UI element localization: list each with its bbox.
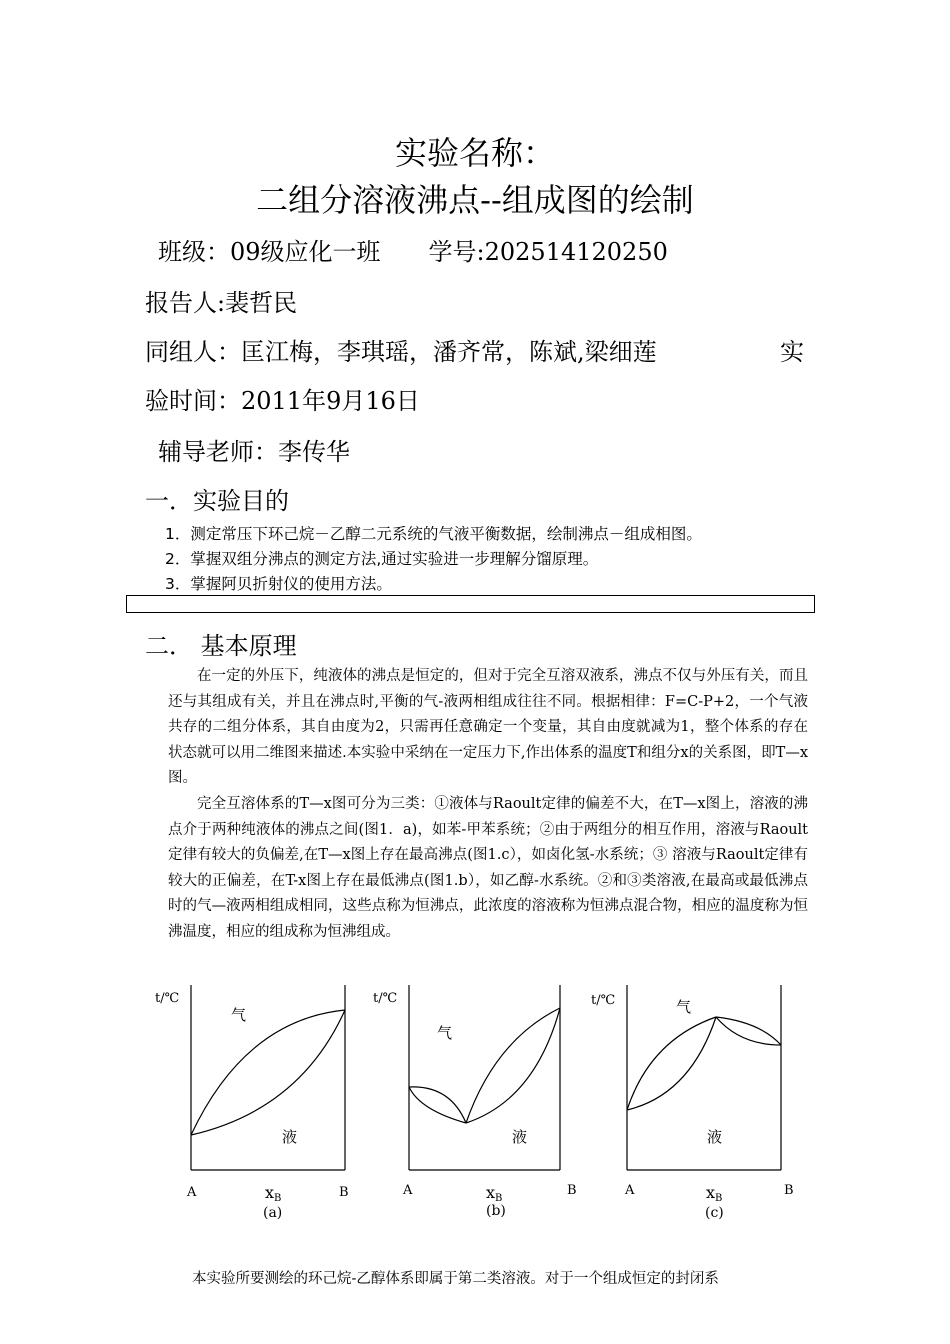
liquid-curve — [191, 1010, 345, 1135]
liquid-region-label: 液 — [282, 1128, 298, 1146]
liquid-curve — [409, 1087, 466, 1123]
reporter-line: 报告人:裴哲民 — [145, 289, 298, 317]
liquid-curve — [716, 1017, 781, 1045]
liquid-region-label: 液 — [707, 1128, 723, 1146]
objective-text: 掌握双组分沸点的测定方法,通过实验进一步理解分馏原理。 — [190, 550, 599, 568]
gas-region-label: 气 — [231, 1006, 247, 1024]
component-a-label: A — [403, 1183, 413, 1198]
objective-text: 掌握阿贝折射仪的使用方法。 — [190, 575, 392, 593]
members-line: 同组人：匡江梅，李琪瑶，潘齐常，陈斌,梁细莲 — [145, 338, 657, 366]
y-axis-label: t/℃ — [591, 993, 616, 1008]
diagram-b — [409, 985, 560, 1170]
component-b-label: B — [567, 1183, 577, 1198]
component-a-label: A — [625, 1183, 635, 1198]
title-line2: 二组分溶液沸点--组成图的绘制 — [256, 181, 694, 219]
date-line: 验时间：2011年9月16日 — [145, 387, 420, 415]
vapor-curve — [466, 1008, 560, 1123]
class-id-line: 班级：09级应化一班 学号:202514120250 — [158, 238, 668, 266]
diagram-c — [627, 985, 781, 1170]
liquid-region-label: 液 — [512, 1128, 528, 1146]
title-line1: 实验名称： — [394, 134, 555, 172]
x-axis-label: xB — [265, 1183, 282, 1204]
vapor-curve — [409, 1087, 466, 1123]
objective-number: 1． — [165, 525, 191, 543]
section1-heading: 一．实验目的 — [145, 487, 289, 515]
footer-text: 本实验所要测绘的环己烷-乙醇体系即属于第二类溶液。对于一个组成恒定的封闭系 — [192, 1271, 719, 1287]
objective-number: 2． — [165, 550, 191, 568]
principle-paragraph-2: 完全互溶体系的T—x图可分为三类：①液体与Raoult定律的偏差不大，在T—x图上，溶液的沸点介于两种纯液体的沸点之间(图1．a)，如苯-甲苯系统；②由于两组分的相互作用，溶液与Raoult定律有较大的负偏差,在T—x图上存在最高沸点(图1.c），如卤化氢-水系统；③ 溶液与Raoult定律有较大的正偏差，在T-x图上存在最低沸点(图1.b），如乙醇-水系统。②和③类溶液,在最高或最低沸点时的气—液两相组成相同，这些点称为恒沸点，此浓度的溶液称为恒沸点混合物，相应的温度称为恒沸温度，相应的组成称为恒沸组成。 — [168, 795, 808, 940]
vapor-curve — [716, 1017, 781, 1045]
component-b-label: B — [784, 1183, 794, 1198]
liquid-curve — [627, 1017, 716, 1110]
teacher-line: 辅导老师：李传华 — [158, 438, 350, 466]
liquid-curve — [466, 1008, 560, 1123]
component-b-label: B — [339, 1185, 349, 1200]
figure-caption-a: (a) — [263, 1205, 283, 1221]
section2-heading: 二． 基本原理 — [145, 632, 297, 660]
diagram-a — [191, 985, 345, 1170]
objective-number: 3． — [165, 575, 191, 593]
y-axis-label: t/℃ — [373, 991, 398, 1006]
figure-caption-b: (b) — [486, 1203, 506, 1219]
x-axis-label: xB — [486, 1183, 503, 1204]
vapor-curve — [191, 1010, 345, 1135]
figure-caption-c: (c) — [705, 1205, 724, 1221]
principle-paragraph-1: 在一定的外压下，纯液体的沸点是恒定的，但对于完全互溶双液系，沸点不仅与外压有关，而且还与其组成有关，并且在沸点时,平衡的气-液两相组成往往不同。根据相律：F=C-P+2，一个气液共存的二组分体系，其自由度为2，只需再任意确定一个变量，其自由度就减为1，整个体系的存在状态就可以用二维图来描述.本实验中采纳在一定压力下,作出体系的温度T和组分x的关系图，即T—x图。 — [168, 668, 808, 787]
objective-text: 测定常压下环己烷－乙醇二元系统的气液平衡数据，绘制沸点－组成相图。 — [190, 525, 702, 543]
component-a-label: A — [187, 1185, 197, 1200]
members-line-tail: 实 — [780, 338, 804, 366]
gas-region-label: 气 — [676, 998, 692, 1016]
y-axis-label: t/℃ — [155, 991, 180, 1006]
gas-region-label: 气 — [437, 1024, 453, 1042]
x-axis-label: xB — [706, 1183, 723, 1204]
vapor-curve — [627, 1017, 716, 1110]
